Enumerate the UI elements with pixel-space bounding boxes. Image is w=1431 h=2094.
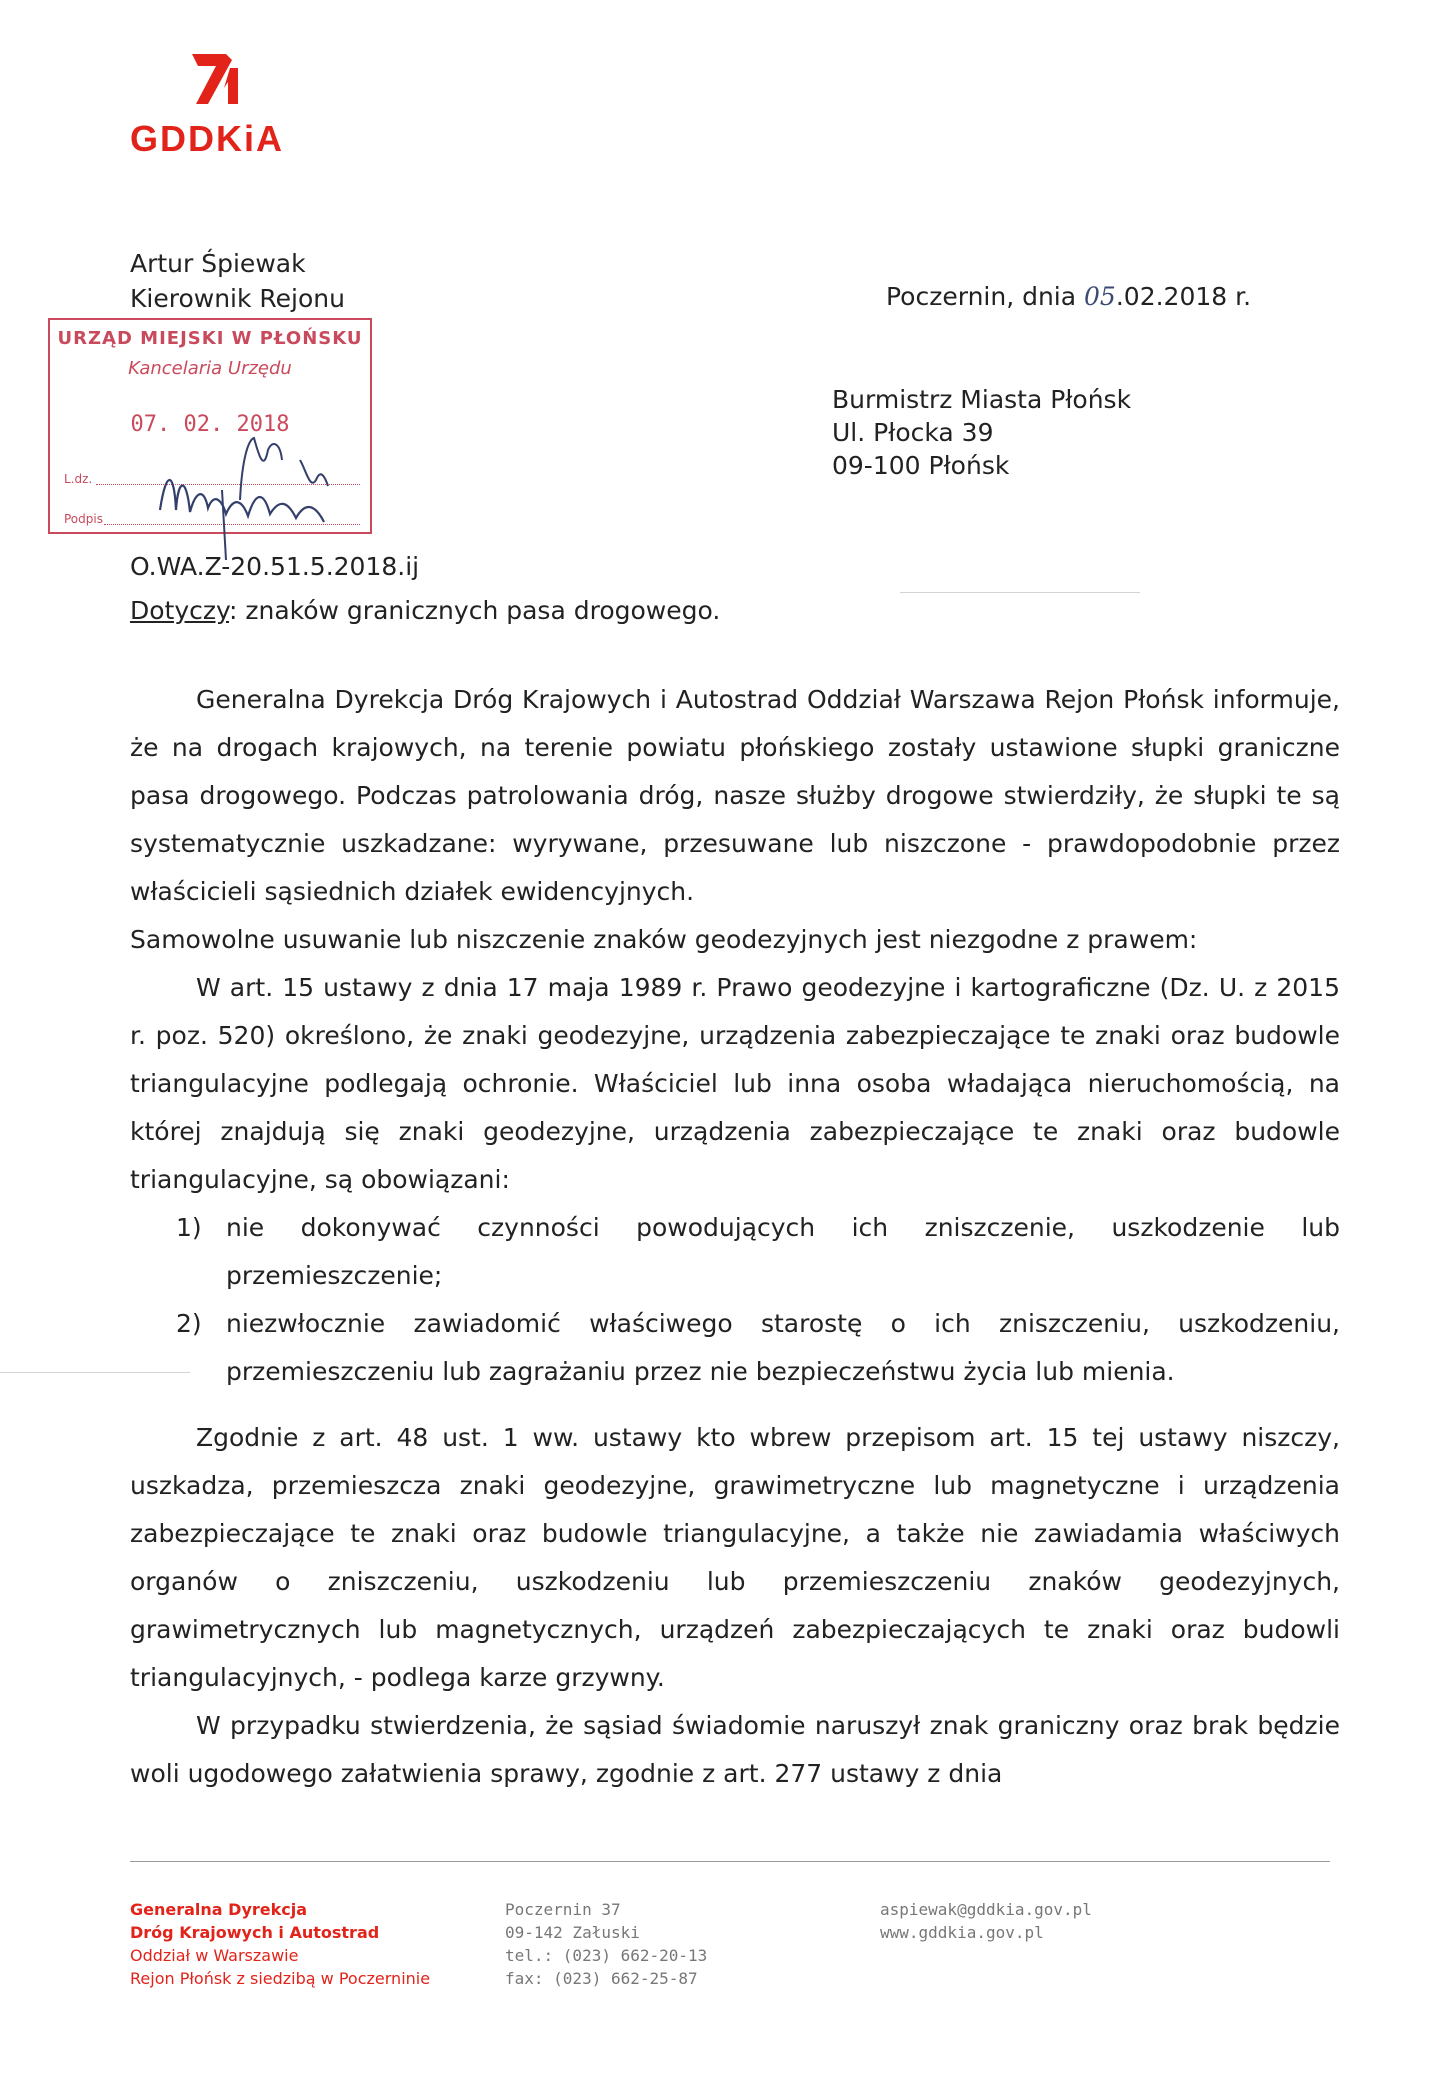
- sender-title: Kierownik Rejonu: [130, 284, 345, 313]
- subject-text: : znaków granicznych pasa drogowego.: [229, 596, 721, 625]
- footer-fax: fax: (023) 662-25-87: [505, 1969, 698, 1988]
- footer-website-link[interactable]: www.gddkia.gov.pl: [880, 1923, 1044, 1942]
- footer-phone: tel.: (023) 662-20-13: [505, 1946, 708, 1965]
- subject-label: Dotyczy: [130, 596, 229, 625]
- footer-organization: [130, 1898, 430, 1990]
- footer-org-line-2: Dróg Krajowych i Autostrad: [130, 1923, 380, 1942]
- letter-body: [130, 676, 1340, 1798]
- sender-block: [130, 246, 345, 316]
- list-text: niezwłocznie zawiadomić właściwego starostę o ich zniszczeniu, uszkodzeniu, przemieszczeniu lub zagrażaniu przez nie bezpieczeństwu życia lub mienia.: [226, 1309, 1340, 1386]
- handwritten-signature: [130, 430, 370, 570]
- footer-divider: [130, 1861, 1330, 1862]
- footer-address-line-2: 09-142 Załuski: [505, 1923, 640, 1942]
- footer-address-line-1: Poczernin 37: [505, 1900, 621, 1919]
- date-suffix: .02.2018 r.: [1115, 282, 1252, 311]
- footer-org-line-1: Generalna Dyrekcja: [130, 1900, 308, 1919]
- stamp-ldz-label: L.dz.: [64, 472, 93, 486]
- scan-artifact-line: [900, 592, 1140, 593]
- date-day-handwritten: 05: [1084, 282, 1116, 311]
- stamp-department: Kancelaria Urzędu: [128, 358, 292, 379]
- list-item: [130, 1300, 1340, 1396]
- list-item: [130, 1204, 1340, 1300]
- footer-org-line-3: Oddział w Warszawie: [130, 1946, 299, 1965]
- spacer: [130, 1396, 1340, 1414]
- logo-wordmark: GDDKiA: [130, 118, 284, 159]
- gddkia-arrow-logo-icon: [186, 48, 242, 110]
- recipient-line-3: 09-100 Płońsk: [832, 451, 1010, 480]
- paragraph-3: W art. 15 ustawy z dnia 17 maja 1989 r. Prawo geodezyjne i kartograficzne (Dz. U. z 2015 r. poz. 520) określono, że znaki geodezyjne, urządzenia zabezpieczające te znaki oraz budowle triangulacyjne podlegają ochronie. Właściciel lub inna osoba władająca nieruchomością, na której znajdują się znaki geodezyjne, urządzenia zabezpieczające te znaki oraz budowle triangulacyjne, są obowiązani:: [130, 973, 1340, 1194]
- stamp-office: URZĄD MIEJSKI W PŁOŃSKU: [57, 328, 363, 349]
- recipient-line-1: Burmistrz Miasta Płońsk: [832, 385, 1132, 414]
- recipient-line-2: Ul. Płocka 39: [832, 418, 994, 447]
- list-number: 2): [176, 1309, 202, 1338]
- footer-address: [505, 1898, 707, 1990]
- reference-number: O.WA.Z-20.51.5.2018.ij: [130, 552, 420, 581]
- footer-email-link[interactable]: aspiewak@gddkia.gov.pl: [880, 1900, 1092, 1919]
- list-text: nie dokonywać czynności powodujących ich zniszczenie, uszkodzenie lub przemieszczenie;: [226, 1213, 1340, 1290]
- paragraph-2: Samowolne usuwanie lub niszczenie znaków geodezyjnych jest niezgodne z prawem:: [130, 925, 1198, 954]
- paragraph-4: Zgodnie z art. 48 ust. 1 ww. ustawy kto wbrew przepisom art. 15 tej ustawy niszczy, uszkadza, przemieszcza znaki geodezyjne, grawimetryczne lub magnetyczne i urządzenia zabezpieczające te znaki oraz budowle triangulacyjne, a także nie zawiadamia właściwych organów o zniszczeniu, uszkodzeniu lub przemieszczeniu znaków geodezyjnych, grawimetrycznych lub magnetycznych, urządzeń zabezpieczających te znaki oraz budowli triangulacyjnych, - podlega karze grzywny.: [130, 1423, 1340, 1692]
- paragraph-1: Generalna Dyrekcja Dróg Krajowych i Autostrad Oddział Warszawa Rejon Płońsk informuje, że na drogach krajowych, na terenie powiatu płońskiego zostały ustawione słupki graniczne pasa drogowego. Podczas patrolowania dróg, nasze służby drogowe stwierdziły, że słupki te są systematycznie uszkadzane: wyrywane, przesuwane lub niszczone - prawdopodobnie przez właścicieli sąsiednich działek ewidencyjnych.: [130, 685, 1340, 906]
- footer-org-line-4: Rejon Płońsk z siedzibą w Poczerninie: [130, 1969, 431, 1988]
- date-line: [886, 282, 1251, 311]
- stamp-podpis-label: Podpis: [64, 512, 103, 526]
- paragraph-5: W przypadku stwierdzenia, że sąsiad świadomie naruszył znak graniczny oraz brak będzie woli ugodowego załatwienia sprawy, zgodnie z art. 277 ustawy z dnia: [130, 1711, 1340, 1788]
- stamp-date: 07. 02. 2018: [130, 412, 290, 437]
- list-number: 1): [176, 1213, 202, 1242]
- sender-name: Artur Śpiewak: [130, 249, 306, 278]
- date-prefix: Poczernin, dnia: [886, 282, 1085, 311]
- subject-line: [130, 596, 720, 625]
- footer-contact: [880, 1898, 1092, 1944]
- recipient-block: [832, 383, 1131, 482]
